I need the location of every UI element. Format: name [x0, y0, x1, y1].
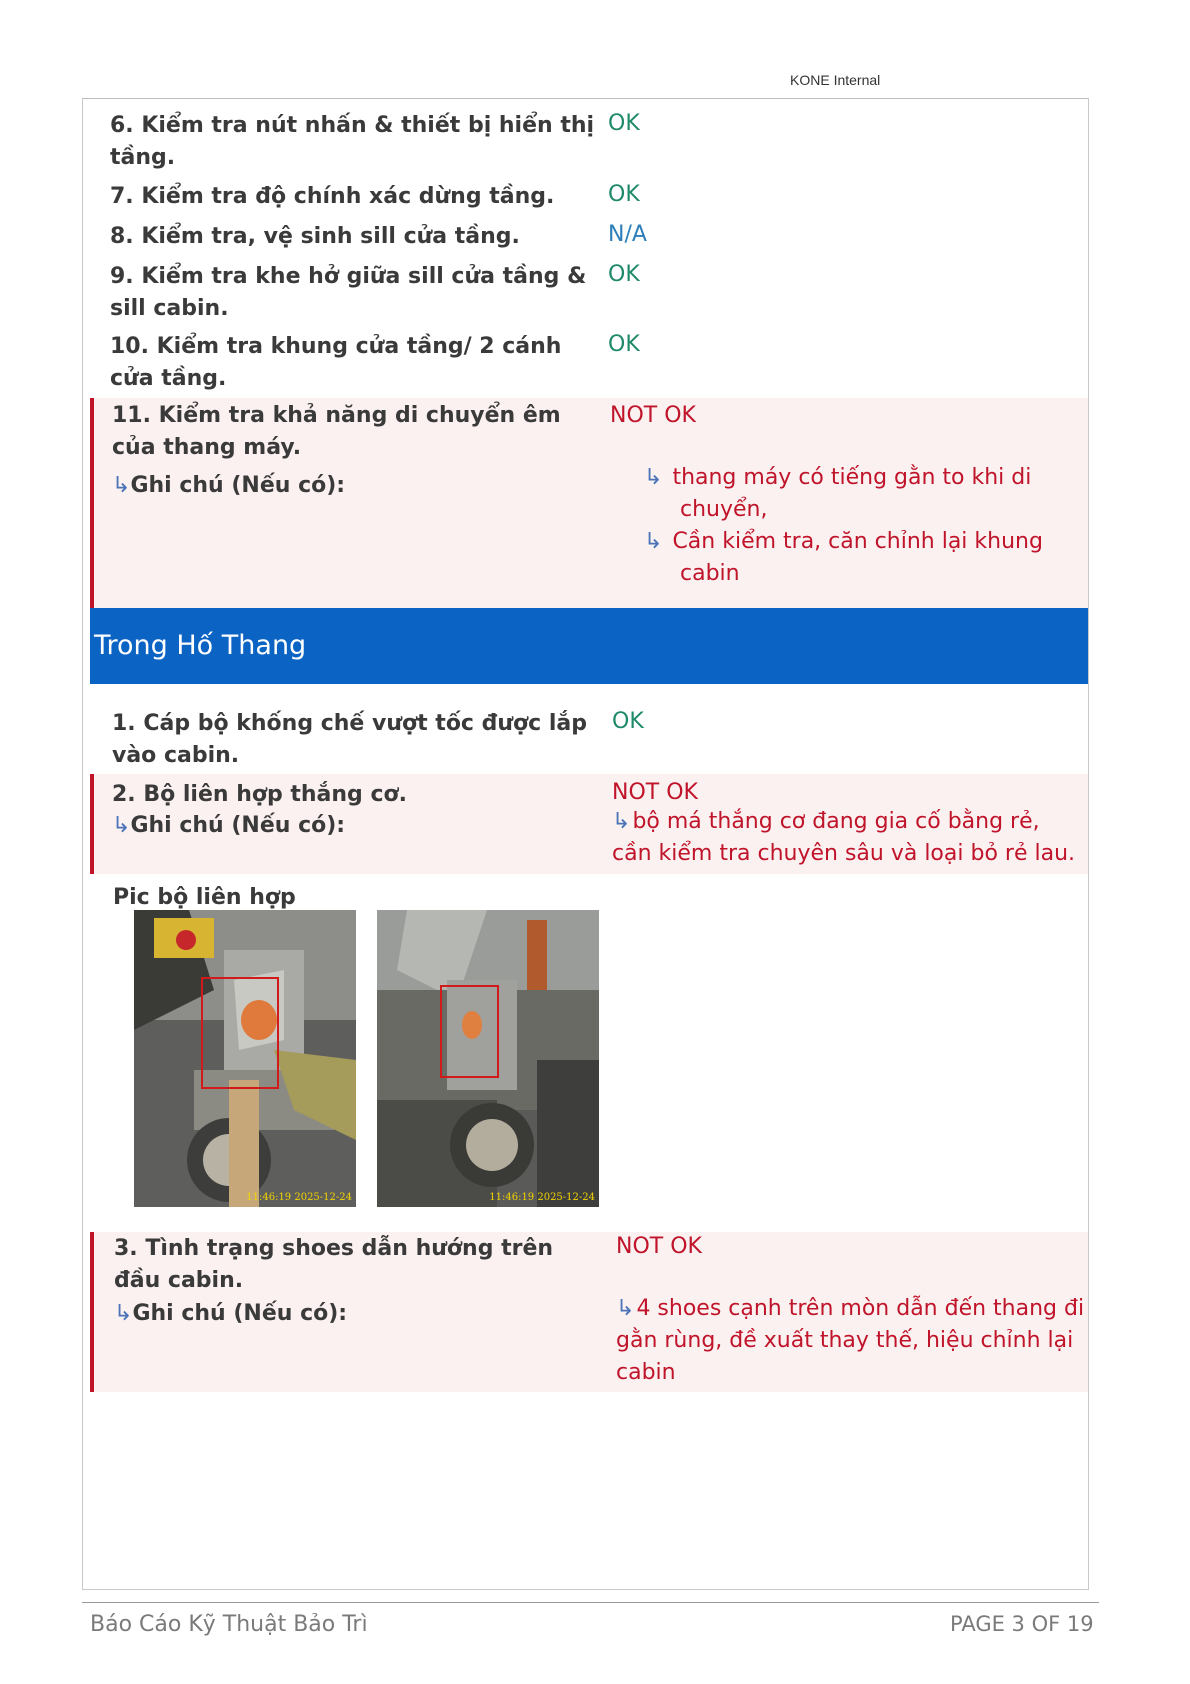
brake-photo-1-image — [134, 910, 356, 1207]
page-number: PAGE 3 OF 19 — [950, 1612, 1094, 1636]
header-label: KONE Internal — [790, 72, 881, 88]
check-item-6-question: 6. Kiểm tra nút nhấn & thiết bị hiển thị tầng. — [110, 113, 595, 170]
return-arrow-icon: ↳ — [616, 1296, 635, 1321]
pit-item-1-question: 1. Cáp bộ khống chế vượt tốc được lắp vào cabin. — [112, 711, 587, 768]
brake-photo-2-image — [377, 910, 599, 1207]
pit-item-2-note — [612, 806, 1082, 870]
check-item-7-question: 7. Kiểm tra độ chính xác dừng tầng. — [110, 184, 555, 209]
pit-item-1-status: OK — [612, 709, 644, 734]
brake-photo-1 — [134, 910, 356, 1207]
pit-item-3-question: 3. Tình trạng shoes dẫn hướng trên đầu cabin. — [114, 1236, 554, 1293]
pit-item-2-status: NOT OK — [612, 780, 698, 805]
pit-item-2-note-label — [112, 810, 345, 842]
note-label-text: Ghi chú (Nếu có): — [130, 473, 346, 498]
item-11-note-1 — [644, 462, 1064, 526]
check-item-11-status: NOT OK — [610, 403, 696, 428]
item-11-note-label — [112, 470, 345, 502]
check-item-6-status: OK — [608, 111, 640, 136]
note-label-text: Ghi chú (Nếu có): — [132, 1301, 348, 1326]
check-item-7-status: OK — [608, 182, 640, 207]
check-item-11-question: 11. Kiểm tra khả năng di chuyển êm của thang máy. — [112, 403, 561, 460]
check-item-10-status: OK — [608, 332, 640, 357]
check-item-8-question: 8. Kiểm tra, vệ sinh sill cửa tầng. — [110, 224, 520, 249]
brake-photo-2 — [377, 910, 599, 1207]
pic-label: Pic bộ liên hợp — [113, 885, 296, 910]
check-item-10-question: 10. Kiểm tra khung cửa tầng/ 2 cánh cửa tầng. — [110, 334, 562, 391]
photo-2-timestamp: 11:46:19 2025-12-24 — [489, 1192, 595, 1203]
note-label-text: Ghi chú (Nếu có): — [130, 813, 346, 838]
return-arrow-icon: ↳ — [644, 529, 663, 554]
item-11-note-2 — [644, 526, 1064, 590]
note-text: Cần kiểm tra, căn chỉnh lại khung cabin — [672, 529, 1043, 586]
footer-title: Báo Cáo Kỹ Thuật Bảo Trì — [90, 1612, 368, 1637]
return-arrow-icon: ↳ — [112, 473, 131, 498]
note-text: thang máy có tiếng gằn to khi di chuyển, — [672, 465, 1032, 522]
check-item-9-question: 9. Kiểm tra khe hở giữa sill cửa tầng & sill cabin. — [110, 264, 587, 321]
return-arrow-icon: ↳ — [644, 465, 663, 490]
note-text: 4 shoes cạnh trên mòn dẫn đến thang đi gằn rùng, đề xuất thay thế, hiệu chỉnh lại cabin — [616, 1296, 1085, 1385]
check-item-8-status: N/A — [608, 222, 647, 247]
pit-item-3-note — [616, 1293, 1086, 1389]
return-arrow-icon: ↳ — [112, 813, 131, 838]
check-item-9-status: OK — [608, 262, 640, 287]
return-arrow-icon: ↳ — [114, 1301, 133, 1326]
photo-1-timestamp: 11:46:19 2025-12-24 — [246, 1192, 352, 1203]
return-arrow-icon: ↳ — [612, 809, 631, 834]
pit-item-3-status: NOT OK — [616, 1234, 702, 1259]
note-text: bộ má thắng cơ đang gia cố bằng rẻ, cần kiểm tra chuyên sâu và loại bỏ rẻ lau. — [612, 809, 1075, 866]
pit-item-2-question: 2. Bộ liên hợp thắng cơ. — [112, 782, 407, 807]
section-header: Trong Hố Thang — [90, 608, 1088, 684]
footer-divider — [82, 1602, 1099, 1603]
pit-item-3-note-label — [114, 1298, 347, 1330]
